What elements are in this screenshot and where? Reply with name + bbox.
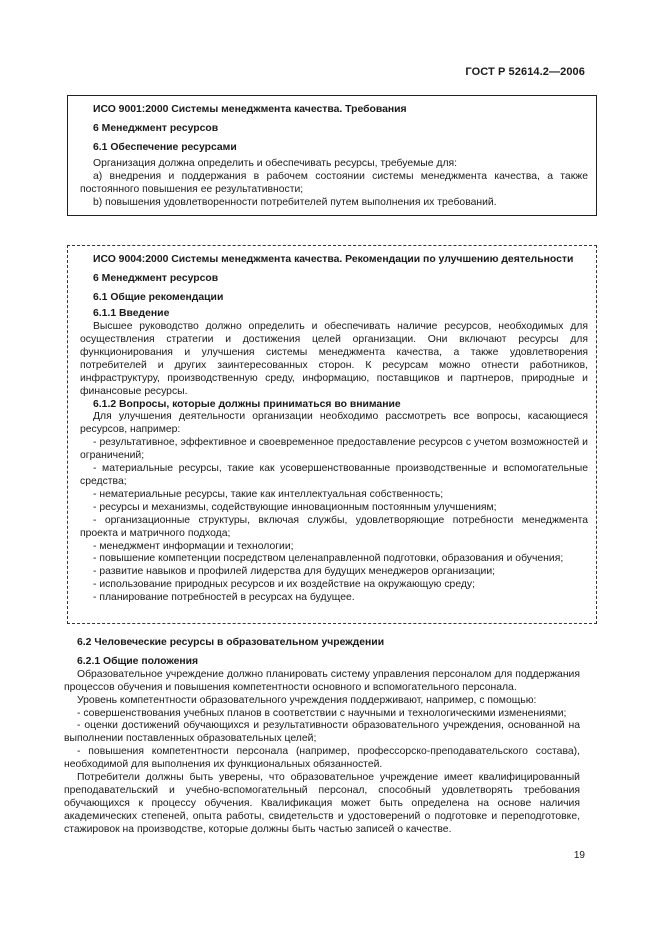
list-item: - совершенствования учебных планов в соответствии с научными и технологическими изменениями; — [77, 707, 567, 719]
list-item: - использование природных ресурсов и их воздействие на окружающую среду; — [93, 579, 476, 591]
box-title: ИСО 9001:2000 Системы менеджмента качества. Требования — [93, 104, 407, 115]
list-item: - повышения компетентности персонала (например, профессорско-преподавательского состава), необходимой для выполнения их функциональных обязанностей. — [64, 746, 580, 771]
box-intro: Организация должна определить и обеспечивать ресурсы, требуемые для: — [93, 158, 458, 170]
list-item: - ресурсы и механизмы, содействующие инновационным постоянным улучшениям; — [93, 501, 497, 513]
box-subsubsection: 6.1.2 Вопросы, которые должны приниматься во внимание — [93, 398, 401, 410]
iso9001-quote-box — [67, 95, 597, 216]
subsection-heading: 6.2.1 Общие положения — [77, 655, 199, 667]
box-subsection: 6.1 Общие рекомендации — [93, 291, 224, 303]
box-section: 6 Менеджмент ресурсов — [93, 122, 219, 134]
list-item: - организационные структуры, включая службы, удовлетворяющие потребности менеджмента проекта и матричного подхода; — [80, 514, 588, 539]
paragraph: Образовательное учреждение должно планировать систему управления персоналом для поддержания процессов обучения и повышения компетентности основного и вспомогательного персонала. — [64, 668, 580, 693]
list-item: - материальные ресурсы, такие как усовершенствованные производственные и вспомогательные средства; — [80, 463, 588, 487]
paragraph: Потребители должны быть уверены, что образовательное учреждение имеет квалифицированный преподавательский и учебно-вспомогательный персонал, способный удовлетворять требования обучающихся к процессу обучения. Квалификация может быть определена на основе наличия академических степеней, опыта работы, свидетельств и удостоверений о подготовке и переподготовке, стажировок на производстве, которые должны быть частью записей о качестве. — [64, 772, 580, 835]
section-heading: 6.2 Человеческие ресурсы в образовательном учреждении — [77, 637, 385, 648]
list-item: - менеджмент информации и технологии; — [93, 540, 294, 552]
page-number: 19 — [573, 850, 585, 861]
paragraph: Уровень компетентности образовательного учреждения поддерживают, например, с помощью: — [77, 694, 537, 706]
iso9004-quote-box — [67, 245, 597, 624]
box-subsection: 6.1 Обеспечение ресурсами — [93, 141, 237, 153]
list-item: - оценки достижений обучающихся и результативности образовательного учреждения, основанной на выполнении поставленных образовательных целей; — [64, 720, 580, 745]
box-section: 6 Менеджмент ресурсов — [93, 272, 219, 284]
box-item-a: a) внедрения и поддержания в рабочем состоянии системы менеджмента качества, а также постоянного повышения ее результативности; — [80, 171, 588, 196]
box-title: ИСО 9004:2000 Системы менеджмента качества. Рекомендации по улучшению деятельности — [93, 254, 574, 265]
box-item-b: b) повышения удовлетворенности потребителей путем выполнения их требований. — [93, 196, 497, 208]
list-item: - результативное, эффективное и своевременное предоставление ресурсов с учетом возможностей и ограничений; — [80, 437, 588, 462]
box-subsubsection: 6.1.1 Введение — [93, 308, 170, 320]
standard-number: ГОСТ Р 52614.2—2006 — [465, 66, 585, 78]
list-item: - повышение компетенции посредством целенаправленной подготовки, образования и обучения; — [93, 553, 564, 565]
box-paragraph: Для улучшения деятельности организации необходимо рассмотреть все вопросы, касающиеся ресурсов, например: — [80, 411, 588, 436]
box-paragraph: Высшее руководство должно определить и обеспечивать наличие ресурсов, необходимых для осуществления стратегии и достижения целей организации. Они включают ресурсы для функционирования и улучшения системы менеджмента качества, а также удовлетворения потребителей и других заинтересованных сторон. К ресурсам можно отнести работников, инфраструктуру, производственную среду, информацию, поставщиков и партнеров, природные и финансовые ресурсы. — [80, 321, 588, 397]
list-item: - развитие навыков и профилей лидерства для будущих менеджеров организации; — [93, 566, 496, 578]
main-section — [64, 637, 580, 837]
list-item: - планирование потребностей в ресурсах на будущее. — [93, 592, 355, 604]
list-item: - нематериальные ресурсы, такие как интеллектуальная собственность; — [93, 488, 444, 500]
